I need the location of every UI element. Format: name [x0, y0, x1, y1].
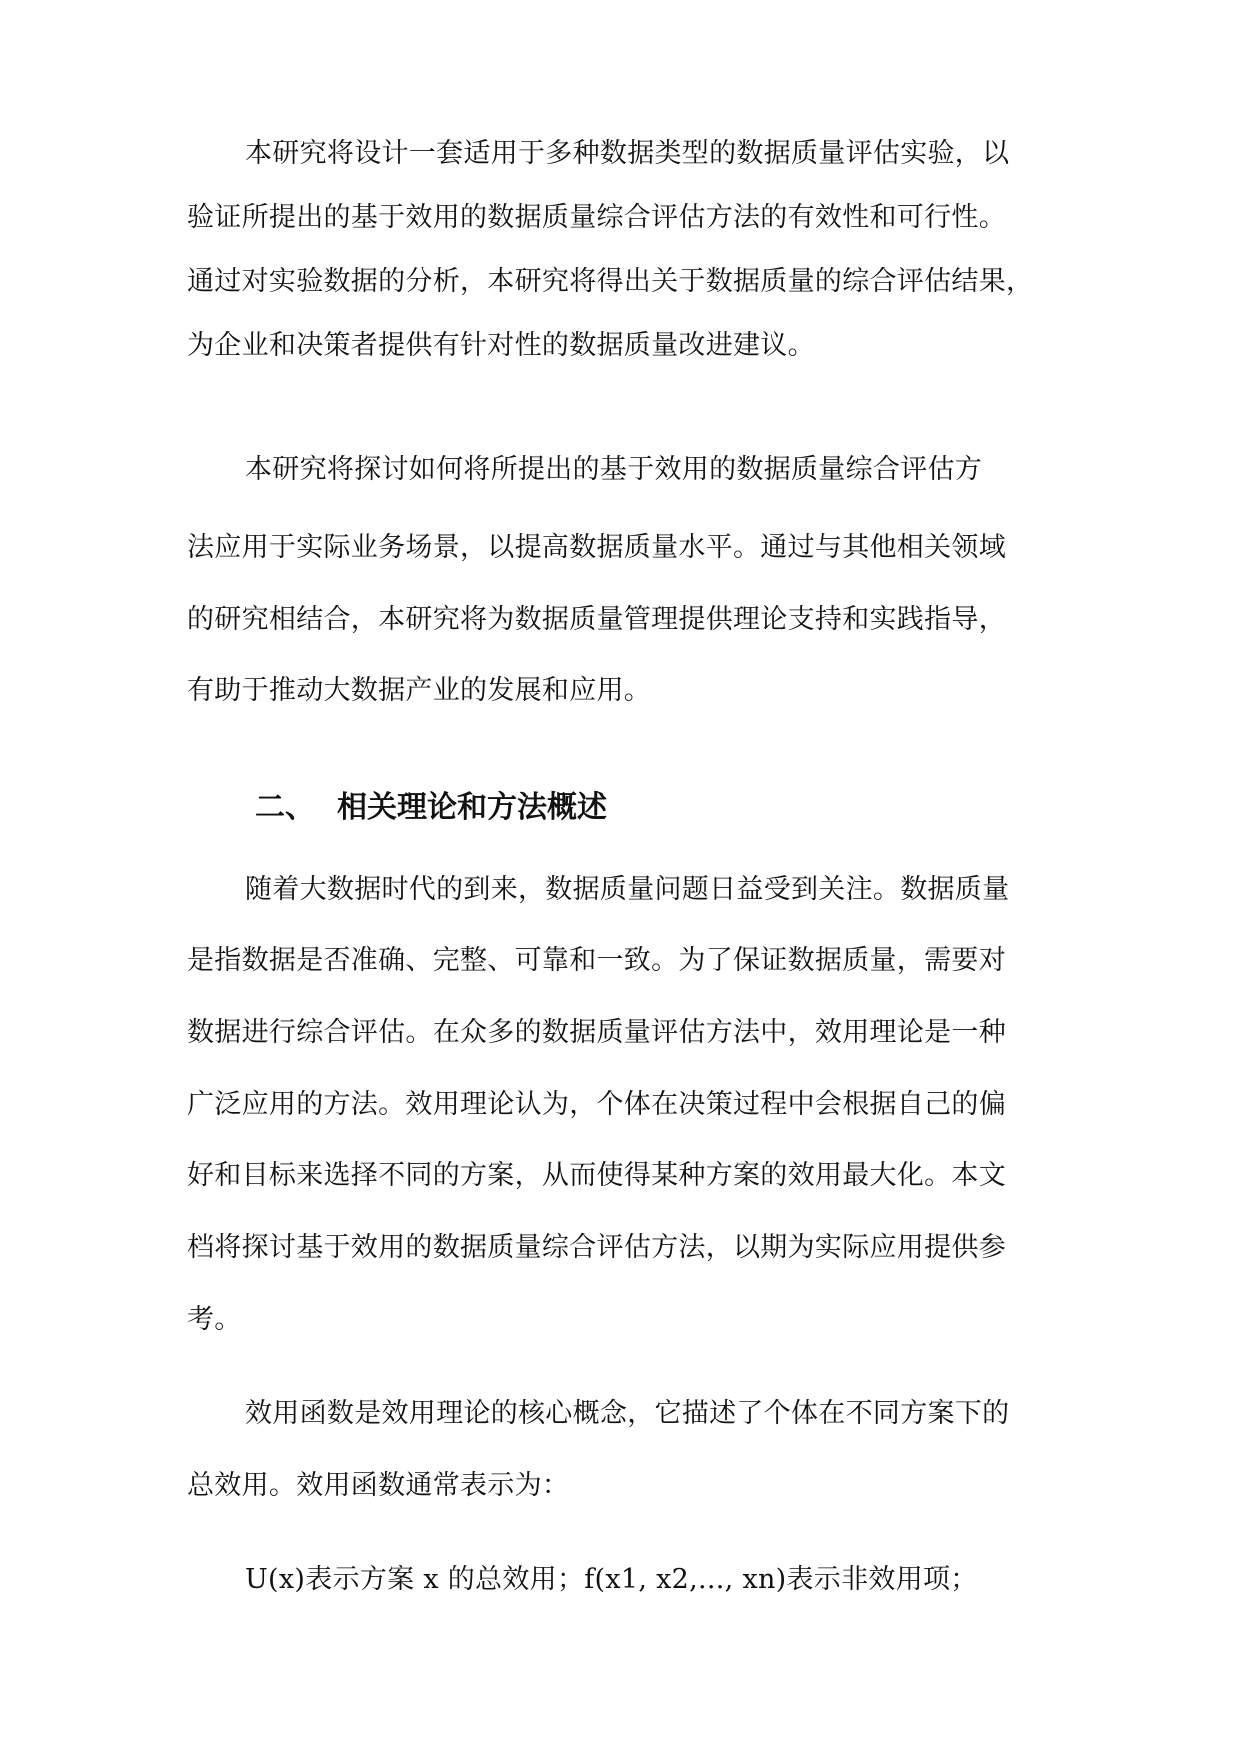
paragraph-1-line-1: 本研究将设计一套适用于多种数据类型的数据质量评估实验，以 [245, 138, 1010, 169]
section-number: 二、 [255, 790, 315, 825]
paragraph-2-line-4: 有助于推动大数据产业的发展和应用。 [187, 675, 652, 706]
paragraph-1-line-3: 通过对实验数据的分析，本研究将得出关于数据质量的综合评估结果， [187, 266, 1034, 297]
paragraph-3-line-7: 考。 [187, 1304, 242, 1335]
paragraph-2-line-3: 的研究相结合，本研究将为数据质量管理提供理论支持和实践指导， [187, 604, 1006, 635]
paragraph-4-line-1: 效用函数是效用理论的核心概念，它描述了个体在不同方案下的 [245, 1398, 1010, 1429]
paragraph-3-line-5: 好和目标来选择不同的方案，从而使得某种方案的效用最大化。本文 [187, 1160, 1006, 1191]
paragraph-5-line-1: U(x)表示方案 x 的总效用；f(x1, x2,..., xn)表示非效用项； [245, 1564, 978, 1595]
paragraph-3-line-6: 档将探讨基于效用的数据质量综合评估方法，以期为实际应用提供参 [187, 1232, 1006, 1263]
paragraph-2-line-1: 本研究将探讨如何将所提出的基于效用的数据质量综合评估方 [245, 454, 983, 485]
paragraph-4-line-2: 总效用。效用函数通常表示为： [187, 1470, 570, 1501]
paragraph-3-line-2: 是指数据是否准确、完整、可靠和一致。为了保证数据质量，需要对 [187, 945, 1006, 976]
section-title: 相关理论和方法概述 [337, 790, 607, 825]
paragraph-3-line-1: 随着大数据时代的到来，数据质量问题日益受到关注。数据质量 [245, 874, 1010, 905]
paragraph-3-line-3: 数据进行综合评估。在众多的数据质量评估方法中，效用理论是一种 [187, 1017, 1006, 1048]
paragraph-3-line-4: 广泛应用的方法。效用理论认为，个体在决策过程中会根据自己的偏 [187, 1089, 1006, 1120]
paragraph-2-line-2: 法应用于实际业务场景，以提高数据质量水平。通过与其他相关领域 [187, 532, 1006, 563]
paragraph-1-line-2: 验证所提出的基于效用的数据质量综合评估方法的有效性和可行性。 [187, 202, 1006, 233]
section-heading [255, 786, 607, 830]
paragraph-1-line-4: 为企业和决策者提供有针对性的数据质量改进建议。 [187, 330, 815, 361]
